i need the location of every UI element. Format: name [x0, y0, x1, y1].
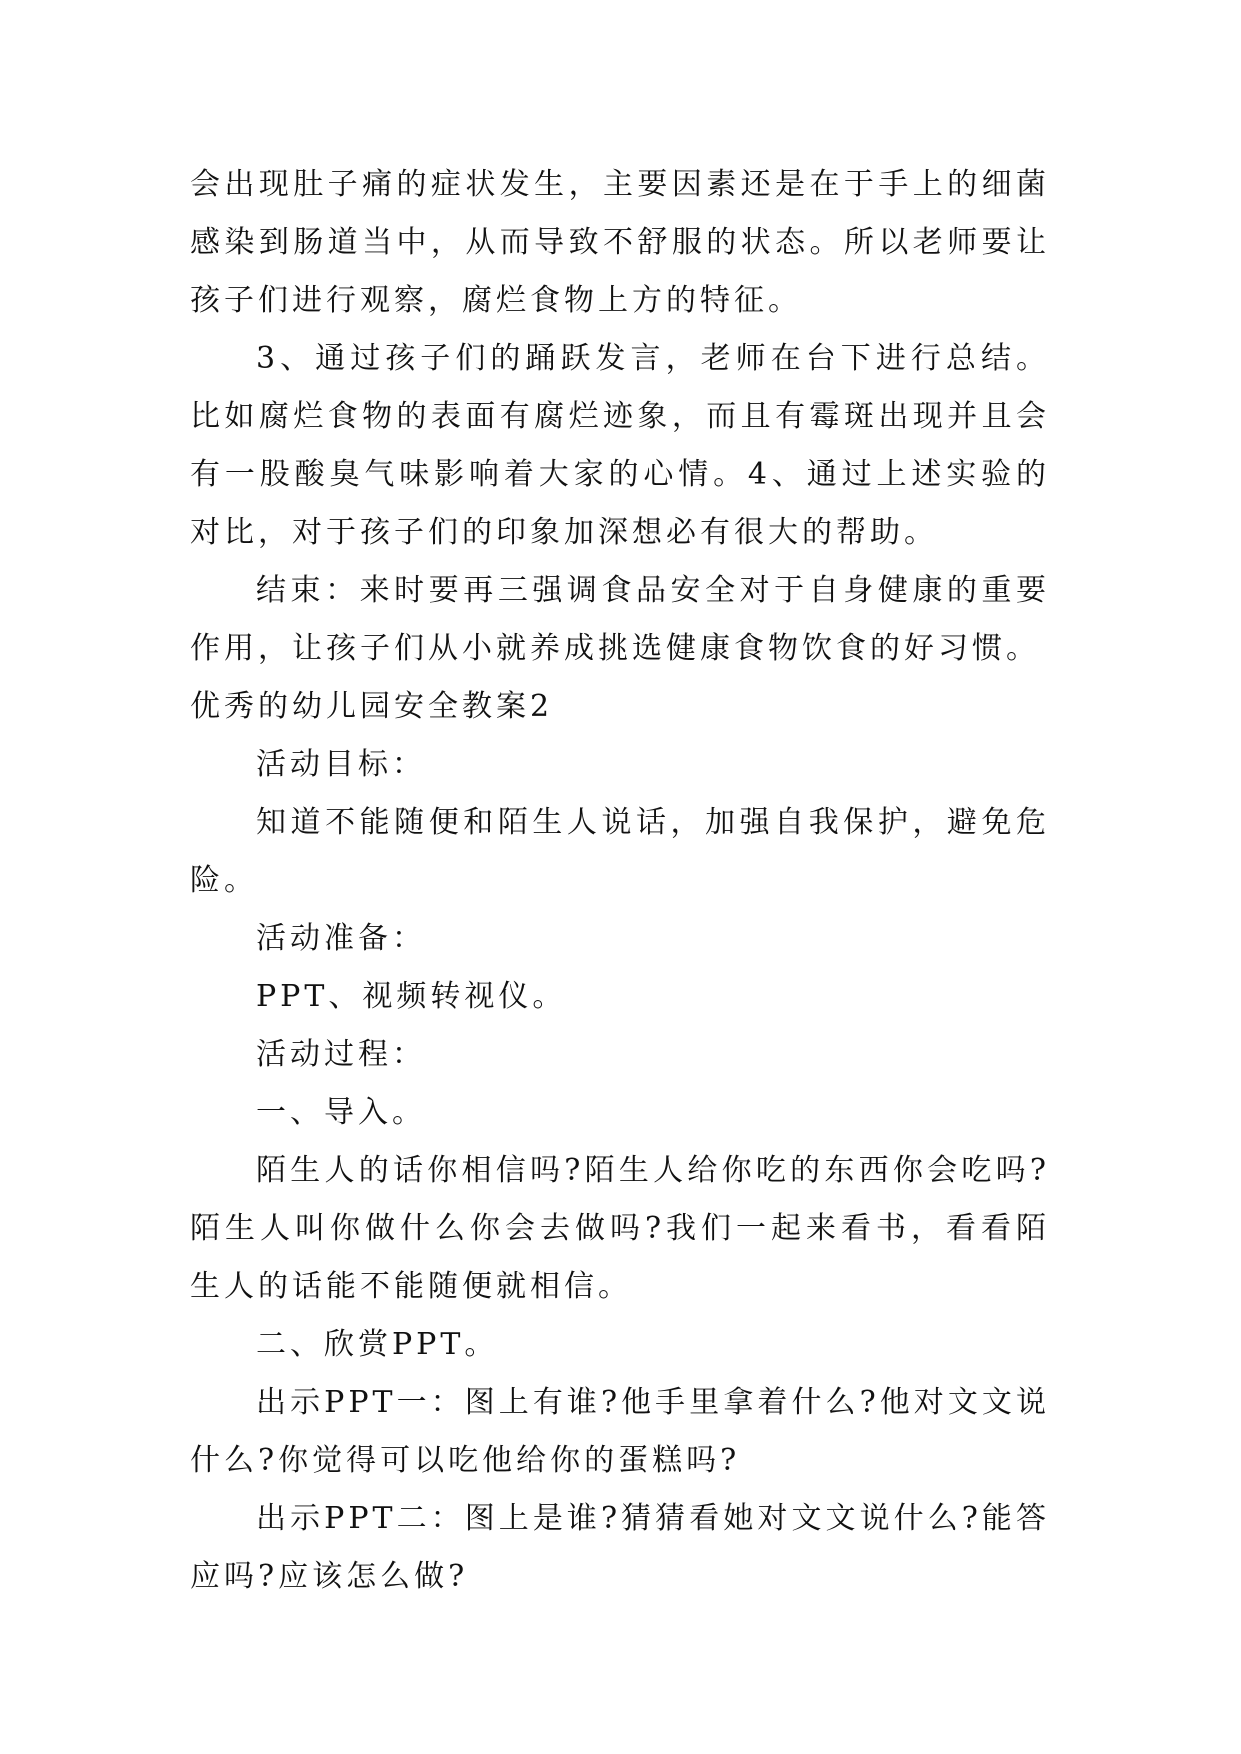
- paragraph-1: 会出现肚子痛的症状发生，主要因素还是在于手上的细菌感染到肠道当中，从而导致不舒服的状态。所以老师要让孩子们进行观察，腐烂食物上方的特征。: [190, 167, 1050, 318]
- paragraph-2: 3、通过孩子们的踊跃发言，老师在台下进行总结。比如腐烂食物的表面有腐烂迹象，而且有霉斑出现并且会有一股酸臭气味影响着大家的心情。4、通过上述实验的对比，对于孩子们的印象加深想必有很大的帮助。: [190, 341, 1050, 550]
- step-one-text: 陌生人的话你相信吗?陌生人给你吃的东西你会吃吗?陌生人叫你做什么你会去做吗?我们一起来看书，看看陌生人的话能不能随便就相信。: [190, 1153, 1050, 1304]
- step-one-heading: 一、导入。: [256, 1095, 426, 1130]
- step-two-heading: 二、欣赏PPT。: [256, 1327, 499, 1362]
- document-body: [190, 156, 1050, 1606]
- ppt-two-text: 出示PPT二：图上是谁?猜猜看她对文文说什么?能答应吗?应该怎么做?: [190, 1501, 1050, 1594]
- section-title: 优秀的幼儿园安全教案2: [190, 689, 554, 724]
- activity-prep-label: 活动准备：: [256, 921, 426, 956]
- activity-goal-label: 活动目标：: [256, 747, 426, 782]
- activity-prep-text: PPT、视频转视仪。: [256, 979, 567, 1014]
- activity-goal-text: 知道不能随便和陌生人说话，加强自我保护，避免危险。: [190, 805, 1050, 898]
- ppt-one-text: 出示PPT一：图上有谁?他手里拿着什么?他对文文说什么?你觉得可以吃他给你的蛋糕吗?: [190, 1385, 1050, 1478]
- activity-process-label: 活动过程：: [256, 1037, 426, 1072]
- paragraph-3: 结束：来时要再三强调食品安全对于自身健康的重要作用，让孩子们从小就养成挑选健康食物饮食的好习惯。: [190, 573, 1050, 666]
